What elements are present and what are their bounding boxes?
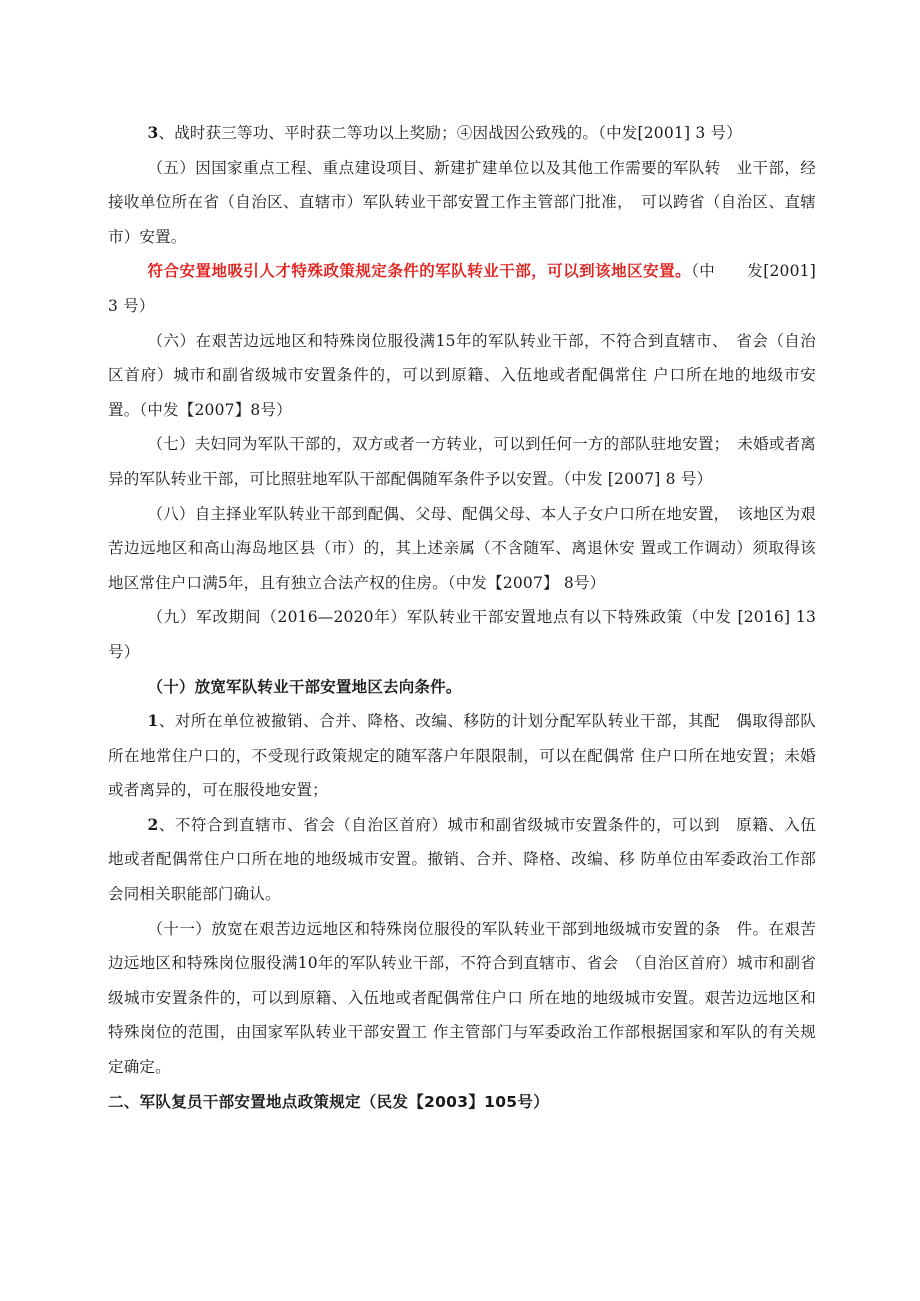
document-page bbox=[108, 116, 816, 1119]
paragraph-item-6: （六）在艰苦边远地区和特殊岗位服役满15年的军队转业干部，不符合到直辖市、 省会（自治区首府）城市和副省级城市安置条件的，可以到原籍、入伍地或者配偶常住 户口所在地的地级市安置。（中发【2007】8号） bbox=[108, 331, 816, 419]
paragraph-item-11: （十一）放宽在艰苦边远地区和特殊岗位服役的军队转业干部到地级城市安置的条 件。在艰苦边远地区和特殊岗位服役满10年的军队转业干部，不符合到直辖市、省会 （自治区首府）城市和副省级城市安置条件的，可以到原籍、入伍地或者配偶常住户口 所在地的地级城市安置。艰苦边远地区和特殊岗位的范围，由国家军队转业干部安置工 作主管部门与军委政治工作部根据国家和军队的有关规定确定。 bbox=[108, 919, 816, 1077]
paragraph-item-10-2 bbox=[108, 808, 816, 912]
item-number: 3 bbox=[147, 123, 159, 142]
paragraph-item-7: （七）夫妇同为军队干部的，双方或者一方转业，可以到任何一方的部队驻地安置； 未婚或者离异的军队转业干部，可比照驻地军队干部配偶随军条件予以安置。（中发 [2007] 8 号） bbox=[108, 435, 816, 488]
section-heading-demobilized-cadres: 二、军队复员干部安置地点政策规定（民发【2003】105号） bbox=[108, 1092, 549, 1111]
reference-text: （中 发[2001] 3 号） bbox=[108, 262, 816, 315]
paragraph-text: 、战时获三等功、平时获二等功以上奖励；④因战因公致残的。（中发[2001] 3 号） bbox=[158, 124, 742, 142]
paragraph-text: 、不符合到直辖市、省会（自治区首府）城市和副省级城市安置条件的，可以到 原籍、入伍地或者配偶常住户口所在地的地级城市安置。撤销、合并、降格、改编、移 防单位由军委政治工作部会同相关职能部门确认。 bbox=[108, 815, 816, 904]
paragraph-item-5: （五）因国家重点工程、重点建设项目、新建扩建单位以及其他工作需要的军队转 业干部，经接收单位所在省（自治区、直辖市）军队转业干部安置工作主管部门批准， 可以跨省（自治区、直辖市）安置。 bbox=[108, 158, 816, 246]
highlighted-text: 符合安置地吸引人才特殊政策规定条件的军队转业干部，可以到该地区安置。 bbox=[147, 261, 692, 281]
paragraph-award-condition bbox=[108, 116, 816, 151]
paragraph-item-9: （九）军改期间（2016—2020年）军队转业干部安置地点有以下特殊政策（中发 [2016] 13 号） bbox=[108, 608, 816, 661]
paragraph-item-10-1 bbox=[108, 704, 816, 808]
paragraph-text: 、对所在单位被撤销、合并、降格、改编、移防的计划分配军队转业干部，其配 偶取得部队所在地常住户口的，不受现行政策规定的随军落户年限限制，可以在配偶常 住户口所在地安置；未婚或者离异的，可在服役地安置； bbox=[108, 712, 816, 800]
paragraph-item-8: （八）自主择业军队转业干部到配偶、父母、配偶父母、本人子女户口所在地安置， 该地区为艰苦边远地区和高山海岛地区县（市）的，其上述亲属（不含随军、离退休安 置或工作调动）须取得该地区常住户口满5年，且有独立合法产权的住房。（中发【2007】 8号） bbox=[108, 504, 816, 592]
section-heading-item-10: （十）放宽军队转业干部安置地区去向条件。 bbox=[147, 676, 462, 696]
item-number: 2 bbox=[147, 814, 159, 834]
paragraph-talent-policy bbox=[108, 254, 816, 323]
item-number: 1 bbox=[147, 711, 159, 731]
